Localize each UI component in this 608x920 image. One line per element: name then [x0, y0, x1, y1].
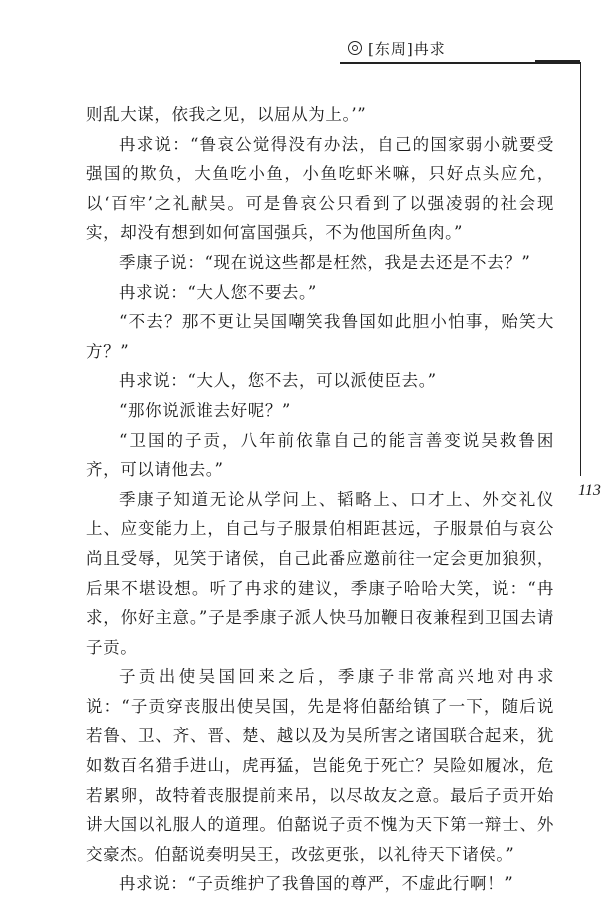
paragraph: “卫国的子贡，八年前依靠自己的能言善变说吴救鲁困齐，可以请他去。” [86, 430, 554, 480]
paragraph: 冉求说：“大人，您不去，可以派使臣去。” [119, 371, 437, 391]
paragraph: 子贡出使吴国回来之后，季康子非常高兴地对冉求说：“子贡穿丧服出使吴国，先是将伯嚭给镇了一下，随后说若鲁、卫、齐、晋、楚、越以及为吴所害之诸国联合起来，犹如数百名猎手进山，虎再猛，岂能免于死亡？吴险如履冰，危若累卵，故特着丧服提前来吊，以尽故友之意。最后子贡开始讲大国以礼服人的道理。伯嚭说子贡不愧为天下第一辩士、外交豪杰。伯嚭说奏明吴王，改弦更张，以礼待天下诸侯。” [86, 667, 554, 864]
margin-rule [580, 62, 581, 476]
paragraph: 季康子说：“现在说这些都是枉然，我是去还是不去？” [119, 252, 531, 272]
body-text [86, 100, 554, 899]
paragraph: “那你说派谁去好呢？” [119, 400, 291, 420]
page-number: 113 [578, 482, 601, 499]
paragraph: “不去？那不更让吴国嘲笑我鲁国如此胆小怕事，贻笑大方？” [86, 312, 554, 361]
paragraph: 冉求说：“子贡维护了我鲁国的尊严，不虚此行啊！” [119, 874, 514, 894]
running-header [348, 36, 446, 60]
paragraph: 则乱大谋，依我之见，以屈从为上。’” [86, 105, 367, 124]
double-circle-icon [348, 41, 362, 55]
paragraph: 冉求说：“鲁哀公觉得没有办法，自己的国家弱小就要受强国的欺负，大鱼吃小鱼，小鱼吃虾米嘛，只好点头应允，以‘百牢’之礼献吴。可是鲁哀公只看到了以强凌弱的社会现实，却没有想到如何富国强兵，不为他国所鱼肉。” [86, 134, 554, 243]
paragraph: 季康子知道无论从学问上、韬略上、口才上、外交礼仪上、应变能力上，自己与子服景伯相距甚远，子服景伯与哀公尚且受辱，见笑于诸侯，自己此番应邀前往一定会更加狼狈，后果不堪设想。听了冉求的建议，季康子哈哈大笑，说：“冉求，你好主意。”子是季康子派人快马加鞭日夜兼程到卫国去请子贡。 [86, 489, 554, 657]
header-rule-thick [535, 60, 580, 63]
header-title: [东周]冉求 [368, 39, 446, 58]
paragraph: 冉求说：“大人您不要去。” [119, 282, 317, 302]
